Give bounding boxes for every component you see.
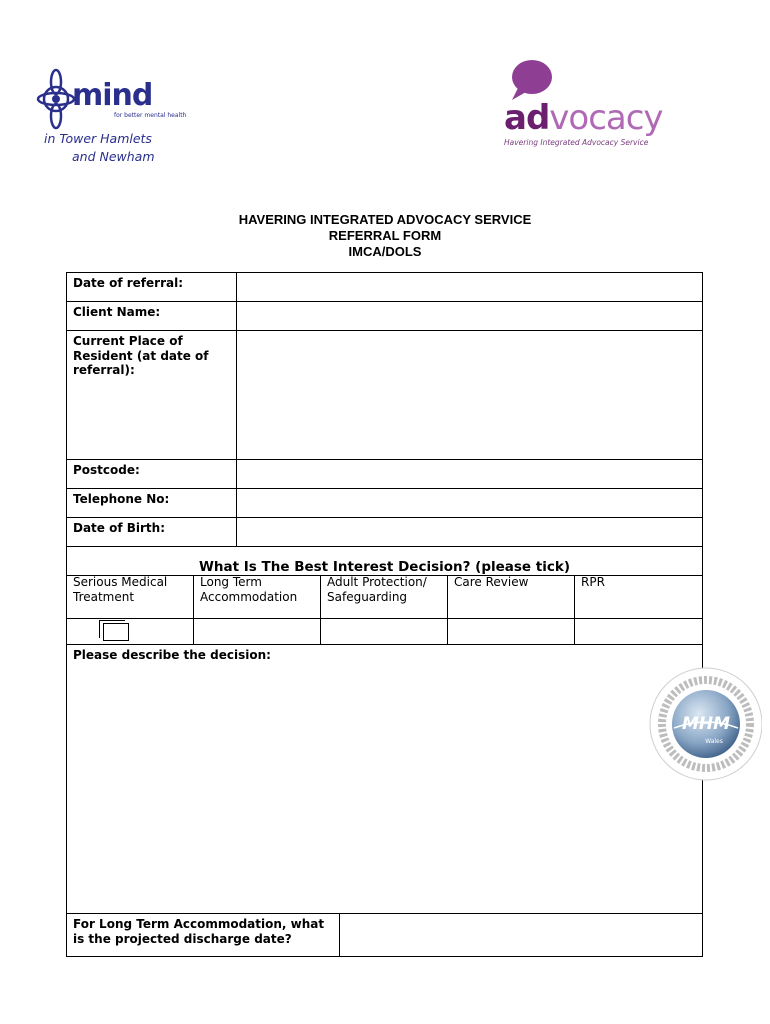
decision-tick-row [66, 618, 703, 645]
decision-heading-row [66, 546, 703, 576]
tick-checkbox[interactable] [103, 623, 129, 641]
tick-cell-long-term[interactable] [194, 619, 321, 644]
option-long-term-accommodation: Long Term Accommodation [194, 575, 321, 618]
discharge-date-field[interactable] [340, 914, 702, 956]
discharge-date-label: For Long Term Accommodation, what is the projected discharge date? [67, 914, 340, 956]
telephone-field[interactable] [237, 489, 702, 517]
option-care-review: Care Review [448, 575, 575, 618]
current-place-field[interactable] [237, 331, 702, 459]
describe-decision-box [66, 644, 703, 914]
tick-cell-serious-medical[interactable] [67, 619, 194, 644]
row-postcode [66, 459, 703, 489]
tick-cell-rpr[interactable] [575, 619, 702, 644]
date-of-referral-field[interactable] [237, 273, 702, 301]
mind-flower-icon [36, 68, 76, 130]
row-telephone [66, 488, 703, 518]
current-place-label: Current Place of Resident (at date of referral): [67, 331, 237, 459]
title-line-2: REFERRAL FORM [328, 228, 442, 243]
row-discharge-date [66, 913, 703, 957]
option-rpr: RPR [581, 575, 605, 589]
date-of-referral-label: Date of referral: [67, 273, 237, 301]
mind-wordmark: mind [72, 78, 153, 113]
describe-decision-label: Please describe the decision: [73, 648, 271, 662]
describe-decision-field[interactable] [67, 667, 702, 913]
mhm-stamp-sub: Wales [705, 738, 723, 745]
postcode-field[interactable] [237, 460, 702, 488]
advocacy-wordmark-suffix: vocacy [549, 98, 663, 138]
row-date-of-birth [66, 517, 703, 547]
row-date-of-referral [66, 272, 703, 302]
row-client-name [66, 301, 703, 331]
row-current-place [66, 330, 703, 460]
title-line-3: IMCA/DOLS [348, 244, 422, 259]
tick-cell-care-review[interactable] [448, 619, 575, 644]
mind-tagline: for better mental health [114, 112, 187, 119]
client-name-field[interactable] [237, 302, 702, 330]
speech-bubble-icon [506, 58, 556, 102]
tick-cell-adult-protection[interactable] [321, 619, 448, 644]
mhm-stamp [646, 664, 762, 790]
date-of-birth-field[interactable] [237, 518, 702, 546]
mind-location-line2: and Newham [72, 149, 155, 164]
mind-location [44, 130, 155, 166]
date-of-birth-label: Date of Birth: [67, 518, 237, 546]
client-name-label: Client Name: [67, 302, 237, 330]
advocacy-tagline: Havering Integrated Advocacy Service [504, 138, 649, 147]
mind-logo [36, 64, 187, 174]
option-serious-medical-treatment: Serious Medical Treatment [67, 575, 194, 618]
option-adult-protection: Adult Protection/ Safeguarding [321, 575, 448, 618]
mhm-stamp-text: MHM [681, 714, 731, 734]
postcode-label: Postcode: [67, 460, 237, 488]
advocacy-logo [498, 58, 698, 158]
decision-heading: What Is The Best Interest Decision? (please tick) [199, 559, 570, 575]
decision-options-row [66, 575, 703, 619]
form-title [0, 212, 770, 260]
title-line-1: HAVERING INTEGRATED ADVOCACY SERVICE [238, 212, 532, 227]
mind-location-line1: in Tower Hamlets [44, 131, 152, 146]
advocacy-wordmark [504, 98, 663, 138]
telephone-label: Telephone No: [67, 489, 237, 517]
advocacy-wordmark-prefix: ad [504, 98, 550, 138]
